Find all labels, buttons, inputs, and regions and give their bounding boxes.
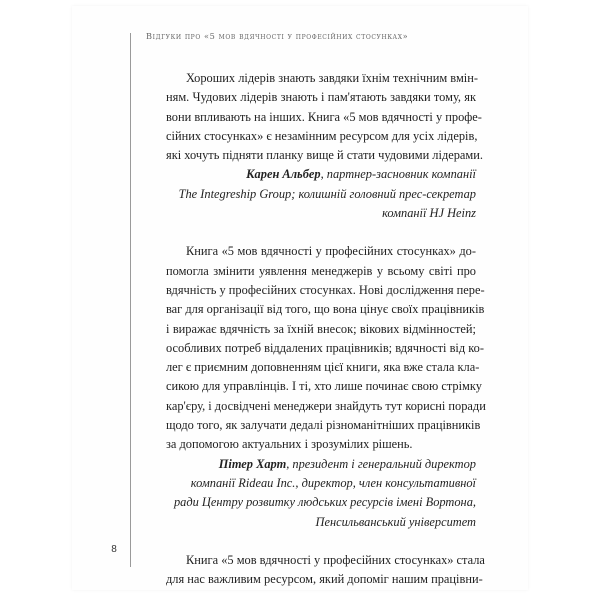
text-line: помогла змінити уявлення менеджерів у всьому світі про: [166, 263, 476, 278]
author-title: , президент і генеральний директор: [286, 456, 476, 471]
text-line: щодо того, як залучати дедалі різноманітніших працівників: [166, 418, 481, 433]
text-line: Книга «5 мов вдячності у професійних стосунках» стала: [186, 552, 485, 567]
text-line: кар'єру, і досвідчені менеджери знайдуть тут корисні поради: [166, 398, 486, 413]
text-line: за допомогою актуальних і зрозумілих рішень.: [166, 437, 413, 452]
text-line: які хочуть підняти планку вище й стати чудовими лідерами.: [166, 148, 484, 163]
author-title: The Integreship Group; колишній головний прес-секретар: [178, 186, 476, 201]
text-line: і виражає вдячність за їхній внесок; вікових відмінностей;: [166, 321, 476, 336]
page-number: 8: [111, 544, 117, 555]
text-line: сійних стосунках» є незамінним ресурсом для усіх лідерів,: [166, 128, 478, 143]
margin-rule: [130, 33, 131, 567]
testimonial-1-attribution: [146, 165, 476, 223]
testimonial-2-text: [146, 242, 486, 454]
text-line: ваг для організації від того, що вона цінує своїх працівників: [166, 302, 485, 317]
text-line: лег є приємним доповненням цієї книги, яка вже стала кла-: [166, 360, 480, 375]
text-line: ням. Чудових лідерів знають і пам'ятають завдяки тому, як: [166, 90, 476, 105]
author-title: компанії HJ Heinz: [382, 206, 476, 221]
author-name: Карен Альбер: [246, 167, 321, 182]
text-line: Хороших лідерів знають завдяки їхнім технічним вмін-: [186, 71, 478, 85]
author-title: , партнер-засновник компанії: [320, 167, 476, 182]
text-line: Книга «5 мов вдячності у професійних стосунках» до-: [186, 244, 476, 259]
testimonial-1-text: [146, 69, 484, 165]
author-title: Пенсильванський університет: [315, 514, 476, 529]
testimonial-3-text: [146, 551, 485, 590]
author-name: Пітер Харт: [218, 456, 287, 471]
text-line: особливих потреб віддалених працівників; вдячності від ко-: [166, 340, 484, 355]
author-title: ради Центру розвитку людських ресурсів імені Вортона,: [173, 495, 476, 510]
author-title: компанії Rideau Inc., директор, член консультативної: [190, 475, 476, 490]
text-line: вони впливають на інших. Книга «5 мов вдячності у профе-: [166, 109, 482, 124]
text-line: для нас важливим ресурсом, який допоміг нашим працівни-: [166, 572, 483, 587]
text-line: вдячність у професійних стосунках. Нові дослідження пере-: [166, 282, 485, 297]
running-head: Відгуки про «5 мов вдячності у професійних стосунках»: [146, 31, 409, 41]
testimonial-2-attribution: [146, 455, 476, 532]
text-line: сикою для управлінців. І ті, хто лише починає свою стрімку: [166, 379, 482, 394]
page-body: [146, 69, 486, 589]
